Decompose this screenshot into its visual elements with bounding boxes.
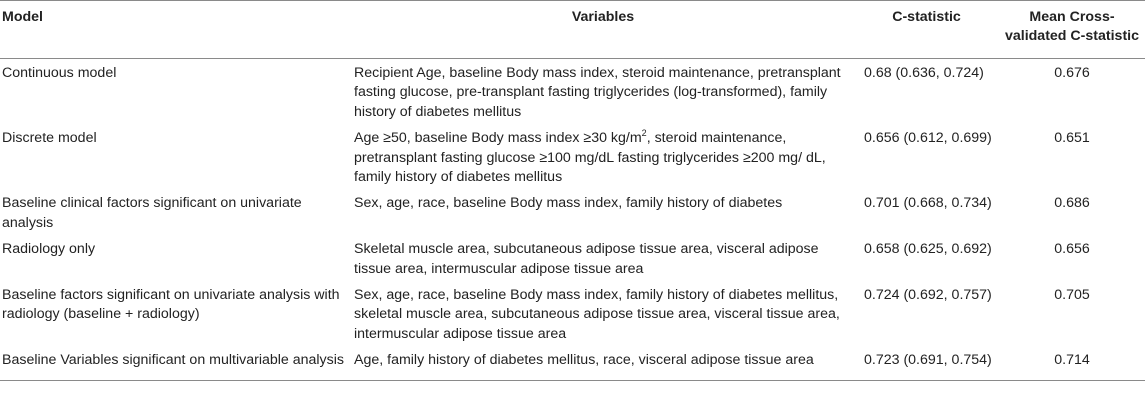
superscript-exponent: 2 xyxy=(641,128,647,139)
cell-variables: Sex, age, race, baseline Body mass index, family history of diabetes xyxy=(354,195,783,212)
cell-variables xyxy=(352,124,854,189)
cell-mean-cv: 0.656 xyxy=(1054,241,1090,258)
table-row xyxy=(0,281,1145,346)
cell-c-statistic: 0.656 (0.612, 0.699) xyxy=(864,130,992,147)
cell-c-statistic: 0.68 (0.636, 0.724) xyxy=(864,65,984,81)
cell-mean-cv: 0.686 xyxy=(1054,195,1090,212)
cell-c-statistic: 0.658 (0.625, 0.692) xyxy=(864,241,992,258)
cell-model: Continuous model xyxy=(2,65,117,81)
cell-variables: Sex, age, race, baseline Body mass index, family history of diabetes mellitus, skeletal muscle area, subcutaneous adipose tissue area, visceral tissue area, intermuscular adipose tissue area xyxy=(354,287,840,342)
cell-model: Baseline Variables significant on multivariable analysis xyxy=(0,346,352,380)
cell-mean-cv: 0.676 xyxy=(1054,65,1090,81)
cell-model: Baseline clinical factors significant on univariate analysis xyxy=(2,195,302,231)
cell-variables: Skeletal muscle area, subcutaneous adipose tissue area, visceral adipose tissue area, intermuscular adipose tissue area xyxy=(354,241,819,277)
cell-model: Radiology only xyxy=(2,241,96,258)
cell-model: Discrete model xyxy=(2,130,97,147)
header-row xyxy=(0,1,1145,59)
header-c-statistic: C-statistic xyxy=(854,1,999,59)
cell-c-statistic: 0.701 (0.668, 0.734) xyxy=(864,195,992,212)
table-row xyxy=(0,235,1145,281)
header-variables: Variables xyxy=(352,1,854,59)
header-model: Model xyxy=(0,1,352,59)
cell-variables: Age, family history of diabetes mellitus, race, visceral adipose tissue area xyxy=(352,346,854,380)
cell-model: Baseline factors significant on univariate analysis with radiology (baseline + radiology) xyxy=(2,287,340,323)
cell-c-statistic: 0.724 (0.692, 0.757) xyxy=(864,287,992,304)
cell-variables: Recipient Age, baseline Body mass index, steroid maintenance, pretransplant fasting glucose, pre-transplant fasting triglycerides (log-transformed), family history of diabetes mellitus xyxy=(354,65,841,120)
variables-text-pre: Age ≥50, baseline Body mass index ≥30 kg/m xyxy=(354,130,642,147)
table-row xyxy=(0,189,1145,235)
variables-text-post: , steroid maintenance, pretransplant fasting glucose ≥100 mg/dL fasting triglycerides ≥200 mg/ dL, family history of diabetes mellitus xyxy=(354,130,826,186)
header-mean-cv-c-statistic: Mean Cross-validated C-statistic xyxy=(999,1,1145,59)
table-row xyxy=(0,124,1145,189)
cell-mean-cv: 0.705 xyxy=(1054,287,1090,304)
cell-c-statistic: 0.723 (0.691, 0.754) xyxy=(854,346,999,380)
table-row xyxy=(0,346,1145,380)
cell-mean-cv: 0.651 xyxy=(1054,130,1090,147)
cell-mean-cv: 0.714 xyxy=(999,346,1145,380)
table-row xyxy=(0,59,1145,125)
